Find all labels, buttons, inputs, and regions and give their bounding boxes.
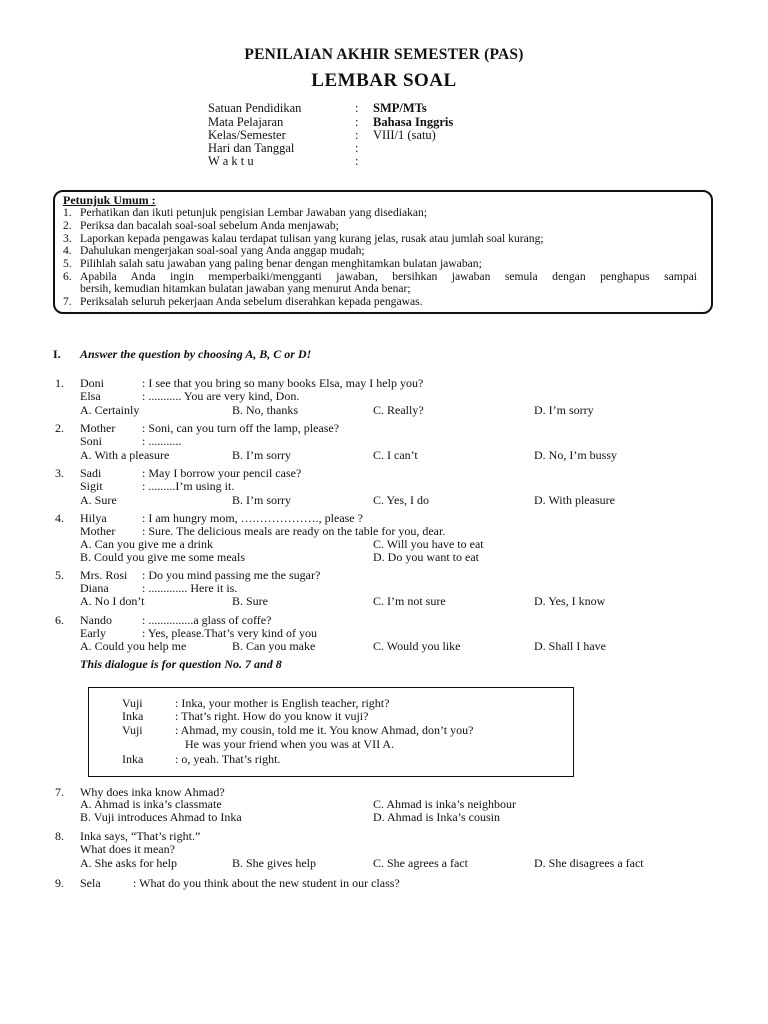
option-c[interactable]: C. Really?: [373, 403, 424, 417]
info-colon: :: [355, 128, 359, 142]
option-a[interactable]: A. She asks for help: [80, 856, 177, 870]
utterance: : Inka, your mother is English teacher, right?: [175, 696, 390, 710]
option-a[interactable]: A. Could you help me: [80, 639, 187, 653]
option-c[interactable]: C. Would you like: [373, 639, 461, 653]
section-number: I.: [53, 347, 61, 361]
option-a[interactable]: A. Sure: [80, 493, 117, 507]
speaker: Hilya: [80, 511, 107, 525]
question-number: 7.: [55, 785, 64, 799]
instruction-text: Pilihlah salah satu jawaban yang paling benar dengan menghitamkan bulatan jawaban;: [80, 257, 482, 270]
utterance: : Sure. The delicious meals are ready on the table for you, dear.: [142, 524, 446, 538]
question-text: What does it mean?: [80, 842, 175, 856]
speaker: Soni: [80, 434, 103, 448]
instruction-number: 2.: [63, 219, 72, 232]
option-b[interactable]: B. I’m sorry: [232, 448, 291, 462]
info-colon: :: [355, 115, 359, 129]
option-c[interactable]: C. I can’t: [373, 448, 418, 462]
info-label: Hari dan Tanggal: [208, 141, 295, 155]
instructions-title: Petunjuk Umum :: [63, 193, 156, 207]
option-d[interactable]: D. Ahmad is Inka’s cousin: [373, 810, 500, 824]
option-b[interactable]: B. No, thanks: [232, 403, 298, 417]
option-d[interactable]: D. She disagrees a fact: [534, 856, 644, 870]
instruction-number: 7.: [63, 295, 72, 308]
option-c[interactable]: C. I’m not sure: [373, 594, 446, 608]
utterance: : Do you mind passing me the sugar?: [142, 568, 321, 582]
exam-title: PENILAIAN AKHIR SEMESTER (PAS): [244, 46, 524, 63]
speaker: Mrs. Rosi: [80, 568, 128, 582]
option-b[interactable]: B. Vuji introduces Ahmad to Inka: [80, 810, 242, 824]
option-d[interactable]: D. Yes, I know: [534, 594, 606, 608]
option-c[interactable]: C. She agrees a fact: [373, 856, 468, 870]
info-colon: :: [355, 101, 359, 115]
info-colon: :: [355, 154, 359, 168]
question-number: 8.: [55, 829, 64, 843]
utterance: : ............. Here it is.: [142, 581, 238, 595]
dialogue-intro: This dialogue is for question No. 7 and 8: [80, 657, 282, 671]
utterance: : That’s right. How do you know it vuji?: [175, 709, 369, 723]
utterance: : ...............a glass of coffe?: [142, 613, 272, 627]
speaker: Mother: [80, 421, 116, 435]
speaker: Vuji: [122, 723, 143, 737]
info-value: SMP/MTs: [373, 101, 427, 115]
question-number: 3.: [55, 466, 64, 480]
option-a[interactable]: A. With a pleasure: [80, 448, 170, 462]
question-number: 5.: [55, 568, 64, 582]
option-b[interactable]: B. Can you make: [232, 639, 316, 653]
speaker: Sadi: [80, 466, 102, 480]
utterance: : I see that you bring so many books Elsa, may I help you?: [142, 376, 424, 390]
question-number: 1.: [55, 376, 64, 390]
option-d[interactable]: D. Shall I have: [534, 639, 606, 653]
speaker: Vuji: [122, 696, 143, 710]
option-c[interactable]: C. Yes, I do: [373, 493, 430, 507]
info-label: Mata Pelajaran: [208, 115, 284, 129]
instruction-text: Periksa dan bacalah soal-soal sebelum Anda menjawab;: [80, 219, 339, 232]
option-b[interactable]: B. She gives help: [232, 856, 316, 870]
speaker: Inka: [122, 752, 144, 766]
speaker: Mother: [80, 524, 116, 538]
question-text: Inka says, “That’s right.”: [80, 829, 201, 843]
speaker: Nando: [80, 613, 112, 627]
utterance: : ...........: [142, 434, 182, 448]
instruction-number: 1.: [63, 206, 72, 219]
option-c[interactable]: C. Will you have to eat: [373, 537, 484, 551]
utterance: : What do you think about the new student in our class?: [133, 876, 400, 890]
option-d[interactable]: D. With pleasure: [534, 493, 615, 507]
speaker: Inka: [122, 709, 144, 723]
option-b[interactable]: B. Could you give me some meals: [80, 550, 245, 564]
info-colon: :: [355, 141, 359, 155]
instruction-text: Apabila Anda ingin memperbaiki/mengganti jawaban, bersihkan jawaban semula dengan penghapus sampai: [80, 270, 697, 283]
instruction-number: 5.: [63, 257, 72, 270]
option-a[interactable]: A. Certainly: [80, 403, 140, 417]
instruction-text: bersih, kemudian hitamkan bulatan jawaban yang menurut Anda benar;: [80, 282, 411, 295]
utterance: : Ahmad, my cousin, told me it. You know Ahmad, don’t you?: [175, 723, 474, 737]
question-number: 2.: [55, 421, 64, 435]
utterance: : .........I’m using it.: [142, 479, 235, 493]
info-label: Satuan Pendidikan: [208, 101, 302, 115]
question-number: 4.: [55, 511, 64, 525]
utterance: : Soni, can you turn off the lamp, please?: [142, 421, 340, 435]
option-a[interactable]: A. No I don’t: [80, 594, 145, 608]
section-title: Answer the question by choosing A, B, C or D!: [80, 347, 312, 361]
instruction-number: 4.: [63, 244, 72, 257]
option-a[interactable]: A. Can you give me a drink: [80, 537, 213, 551]
info-label: W a k t u: [208, 154, 254, 168]
info-label: Kelas/Semester: [208, 128, 286, 142]
utterance: : o, yeah. That’s right.: [175, 752, 281, 766]
option-b[interactable]: B. Sure: [232, 594, 268, 608]
instruction-text: Periksalah seluruh pekerjaan Anda sebelum diserahkan kepada pengawas.: [80, 295, 423, 308]
instruction-text: Perhatikan dan ikuti petunjuk pengisian Lembar Jawaban yang disediakan;: [80, 206, 428, 219]
speaker: Doni: [80, 376, 104, 390]
option-a[interactable]: A. Ahmad is inka’s classmate: [80, 797, 222, 811]
utterance: : May I borrow your pencil case?: [142, 466, 302, 480]
utterance: : Yes, please.That’s very kind of you: [142, 626, 317, 640]
instruction-text: Laporkan kepada pengawas kalau terdapat tulisan yang kurang jelas, rusak atau jumlah soal kurang;: [80, 232, 544, 245]
instruction-number: 3.: [63, 232, 72, 245]
speaker: Sela: [80, 876, 101, 890]
question-number: 9.: [55, 876, 64, 890]
info-value: Bahasa Inggris: [373, 115, 454, 129]
utterance: : I am hungry mom, ….……………., please ?: [142, 511, 363, 525]
utterance: He was your friend when you was at VII A.: [185, 737, 395, 751]
speaker: Elsa: [80, 389, 101, 403]
speaker: Diana: [80, 581, 109, 595]
speaker: Sigit: [80, 479, 103, 493]
option-d[interactable]: D. No, I’m bussy: [534, 448, 617, 462]
speaker: Early: [80, 626, 106, 640]
instruction-text: Dahulukan mengerjakan soal-soal yang Anda anggap mudah;: [80, 244, 365, 257]
option-d[interactable]: D. Do you want to eat: [373, 550, 479, 564]
sheet-title: LEMBAR SOAL: [311, 70, 457, 91]
question-number: 6.: [55, 613, 64, 627]
option-c[interactable]: C. Ahmad is inka’s neighbour: [373, 797, 516, 811]
option-b[interactable]: B. I’m sorry: [232, 493, 291, 507]
question-text: Why does inka know Ahmad?: [80, 785, 225, 799]
info-value: VIII/1 (satu): [373, 128, 436, 142]
utterance: : ........... You are very kind, Don.: [142, 389, 300, 403]
instruction-number: 6.: [63, 270, 72, 283]
option-d[interactable]: D. I’m sorry: [534, 403, 594, 417]
